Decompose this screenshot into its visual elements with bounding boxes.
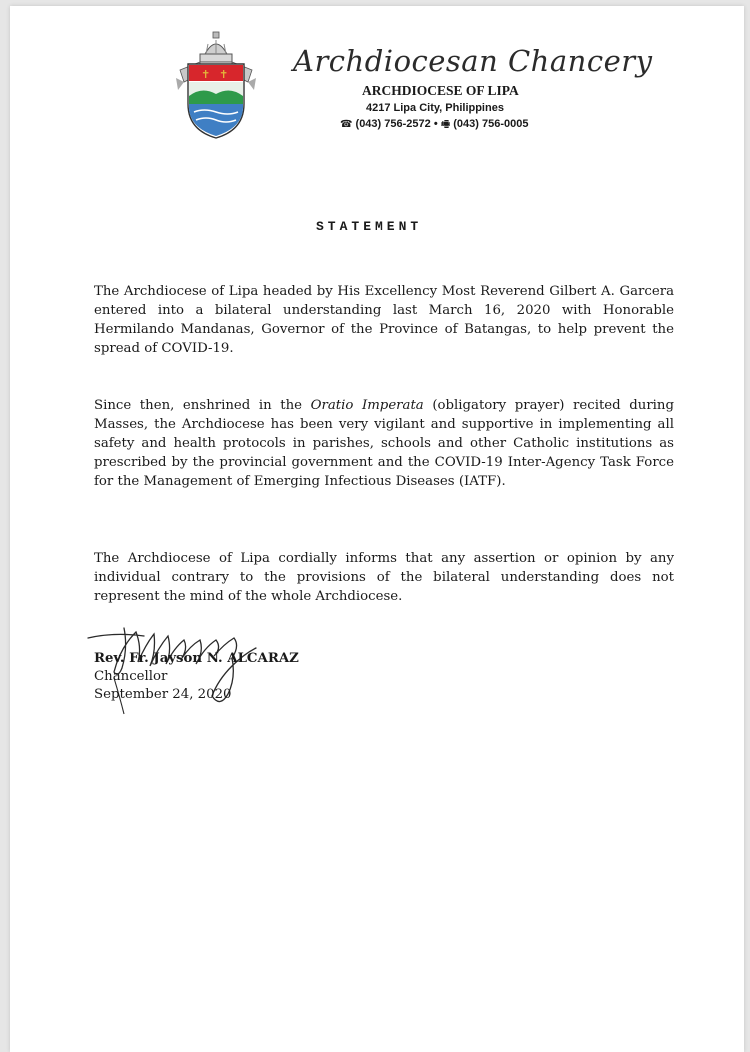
signatory-role: Chancellor xyxy=(94,669,168,684)
paragraph-2-text-end: (obligatory prayer) recited during Masses, the Archdiocese has been very vigilant and supportive in implementing all safety and health protocols in parishes, schools and other Catholic institutions as prescribed by the provincial government and the COVID-19 Inter-Agency Task Force for the Management of Emerging Infectious Diseases (IATF). xyxy=(94,398,674,489)
letterhead-title: Archdiocesan Chancery xyxy=(293,44,653,78)
fax-number: (043) 756-0005 xyxy=(453,118,529,130)
phone-icon: ☎ xyxy=(340,119,353,130)
svg-text:✝: ✝ xyxy=(201,68,211,81)
statement-paragraph-1: The Archdiocese of Lipa headed by His Excellency Most Reverend Gilbert A. Garcera entered into a bilateral understanding last March 16, 2020 with Honorable Hermilando Mandanas, Governor of the Province of Batangas, to help prevent the spread of COVID-19. xyxy=(94,284,674,356)
oratio-imperata-italic: Oratio Imperata xyxy=(310,398,424,413)
coat-of-arms-icon xyxy=(170,30,262,142)
organization-name: ARCHDIOCESE OF LIPA xyxy=(362,83,519,98)
statement-paragraph-3: The Archdiocese of Lipa cordially informs that any assertion or opinion by any individual contrary to the provisions of the bilateral understanding does not represent the mind of the whole Archdiocese. xyxy=(94,551,674,604)
statement-paragraph-2 xyxy=(94,396,674,491)
phone-number: (043) 756-2572 xyxy=(355,118,431,130)
document-title: STATEMENT xyxy=(316,219,423,234)
contact-separator: • xyxy=(433,118,438,130)
organization-address: 4217 Lipa City, Philippines xyxy=(366,102,504,114)
fax-icon: 🖷 xyxy=(440,119,451,130)
paragraph-2-text-start: Since then, enshrined in the xyxy=(94,398,311,413)
svg-text:✝: ✝ xyxy=(219,68,229,81)
document-page xyxy=(10,6,744,1052)
statement-date: September 24, 2020 xyxy=(94,687,232,702)
organization-contact xyxy=(340,117,529,134)
handwritten-signature xyxy=(84,618,264,718)
signatory-name: Rev. Fr. Jayson N. ALCARAZ xyxy=(94,651,299,666)
